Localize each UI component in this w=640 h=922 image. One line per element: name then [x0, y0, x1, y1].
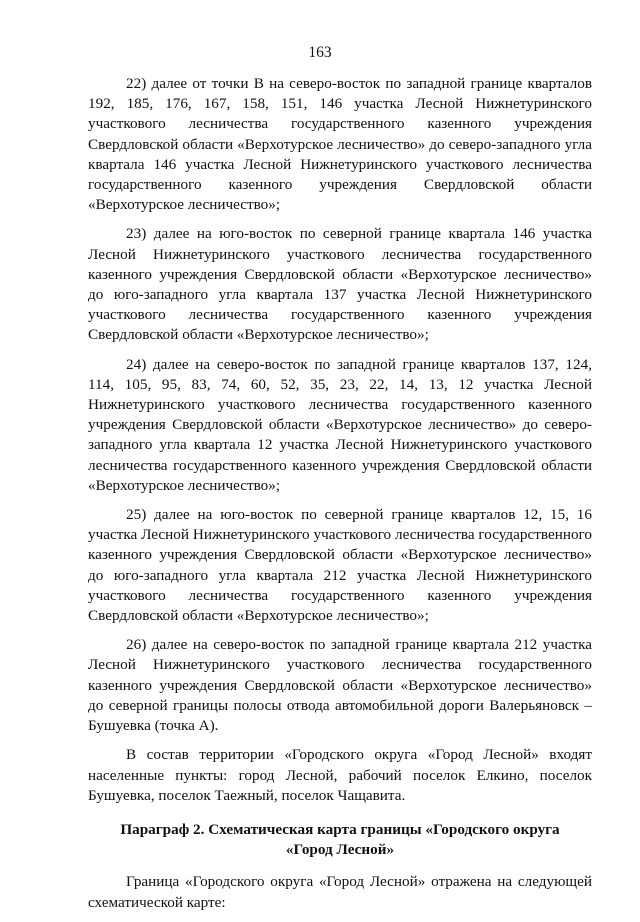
- paragraph-26: 26) далее на северо-восток по западной границе квартала 212 участка Лесной Нижнетуринского участкового лесничества государственного казенного учреждения Свердловской области «Верхотурское лесничество» до северной границы полосы отвода автомобильной дороги Валерьяновск – Бушуевка (точка А).: [88, 636, 592, 735]
- section-heading-line-2: «Город Лесной»: [285, 841, 395, 859]
- paragraph-22: 22) далее от точки В на северо-восток по западной границе кварталов 192, 185, 176, 167, 158, 151, 146 участка Лесной Нижнетуринского участкового лесничества государственного казенного учреждения Свердловской области «Верхотурское лесничество» до северо-западного угла квартала 146 участка Лесной Нижнетуринского участкового лесничества государственного казенного учреждения Свердловской области «Верхотурское лесничество»;: [88, 75, 592, 214]
- section-heading-line-1: Параграф 2. Схематическая карта границы «Городского округа: [120, 820, 560, 838]
- paragraph-map-reference: Граница «Городского округа «Город Лесной» отражена на следующей схематической карте:: [88, 873, 592, 911]
- paragraph-23: 23) далее на юго-восток по северной границе квартала 146 участка Лесной Нижнетуринского участкового лесничества государственного казенного учреждения Свердловской области «Верхотурское лесничество» до юго-западного угла квартала 137 участка Лесной Нижнетуринского участкового лесничества государственного казенного учреждения Свердловской области «Верхотурское лесничество»;: [88, 225, 592, 344]
- section-heading: [88, 820, 592, 860]
- paragraph-settlements: В состав территории «Городского округа «Город Лесной» входят населенные пункты: город Лесной, рабочий поселок Елкино, поселок Бушуевка, поселок Таежный, поселок Чащавита.: [88, 746, 592, 804]
- document-body: [88, 74, 592, 922]
- paragraph-24: 24) далее на северо-восток по западной границе кварталов 137, 124, 114, 105, 95, 83, 74, 60, 52, 35, 23, 22, 14, 13, 12 участка Лесной Нижнетуринского участкового лесничества государственного казенного учреждения Свердловской области «Верхотурское лесничество» до северо-западного угла квартала 12 участка Лесной Нижнетуринского участкового лесничества государственного казенного учреждения Свердловской области «Верхотурское лесничество»;: [88, 355, 592, 494]
- paragraph-25: 25) далее на юго-восток по северной границе кварталов 12, 15, 16 участка Лесной Нижнетуринского участкового лесничества государственного казенного учреждения Свердловской области «Верхотурское лесничество» до юго-западного угла квартала 212 участка Лесной Нижнетуринского участкового лесничества государственного казенного учреждения Свердловской области «Верхотурское лесничество»;: [88, 506, 592, 625]
- page-number: 163: [308, 44, 332, 61]
